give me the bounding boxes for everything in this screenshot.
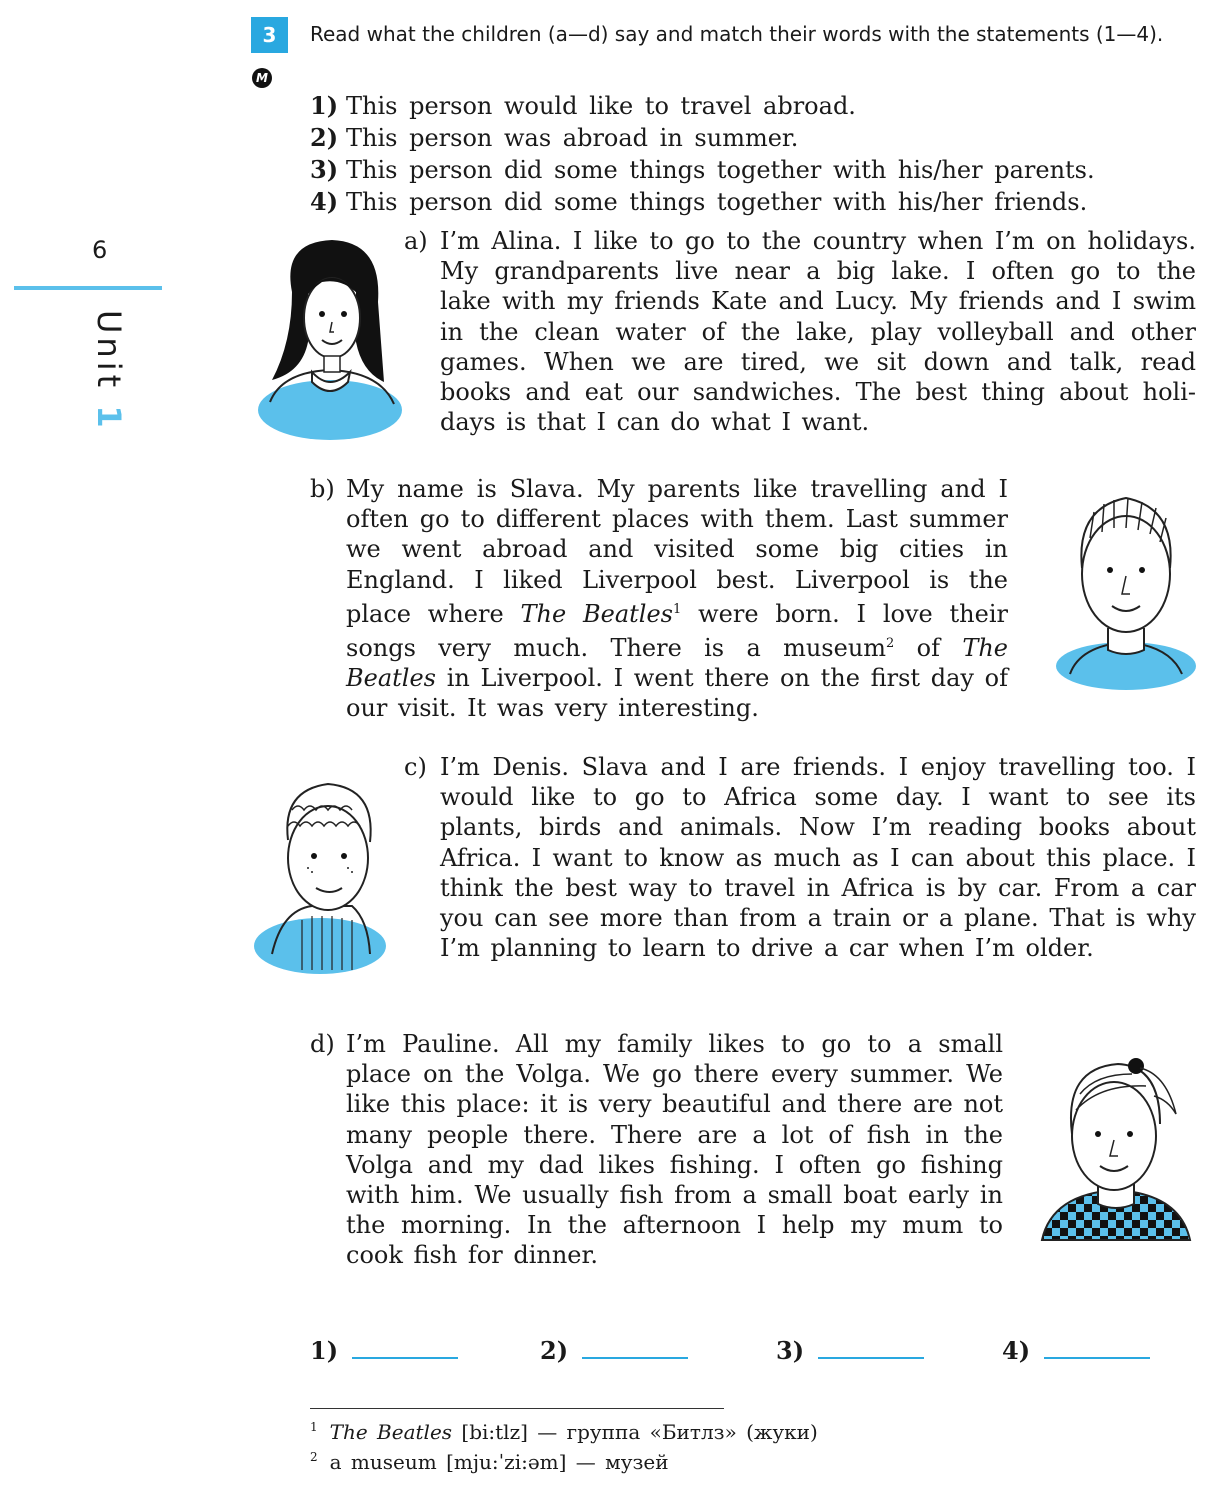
answer-blank-4[interactable] [1044, 1337, 1150, 1359]
passage-c [404, 752, 1196, 963]
beatles-term: The Beatles [520, 599, 673, 628]
answer-blank-2[interactable] [582, 1337, 688, 1359]
passage-d [310, 1029, 1003, 1271]
unit-number: 1 [90, 405, 128, 432]
task-number-badge: 3 [251, 17, 288, 53]
answer-row [310, 1336, 1190, 1376]
statement-list [310, 90, 1200, 218]
passage-text-b: My name is Slava. My parents like travelling and I often go to different places with them. Last summer we went abroad and visited some big cities in England. I liked Liverpool best. Liverpool is the place where The Beatles$^1$ were born. I love their songs very much. There is a museum$^2$ of The Beatles in Liverpool. I went there on the first day of our visit. It was very interesting. [346, 475, 1008, 723]
answer-4: 4) [1002, 1336, 1150, 1365]
passage-text-a: I’m Alina. I like to go to the country when I’m on holidays. My grandparents live near a big lake. I often go to the lake with my friends Kate and Lucy. My friends and I swim in the clean water of the lake, play volleyball and other games. When we are tired, we sit down and talk, read books and eat our sandwiches. The best thing about holidays is that I can do what I want. [440, 227, 1196, 437]
footnote-1: $^1$ The Beatles [bi:tlz] — группа «Битлз» (жуки) [310, 1420, 818, 1444]
unit-label [84, 310, 134, 450]
pauline-portrait [1036, 1044, 1196, 1246]
passage-label-d: d) [310, 1030, 335, 1058]
answer-blank-1[interactable] [352, 1337, 458, 1359]
footnote-divider [310, 1408, 724, 1409]
answer-1: 1) [310, 1336, 458, 1365]
beatles-term: The Beatles [346, 634, 1008, 693]
answer-blank-3[interactable] [818, 1337, 924, 1359]
passage-b [310, 474, 1008, 724]
alina-portrait [252, 232, 404, 442]
passage-label-c: c) [404, 753, 427, 781]
answer-2: 2) [540, 1336, 688, 1365]
footnote-ref-1: 1 [673, 601, 682, 617]
statement-2: 2) This person was abroad in summer. [310, 123, 799, 152]
statement-1: 1) This person would like to travel abroad. [310, 91, 856, 120]
unit-divider [14, 286, 162, 290]
footnote-2: $^2$ a museum [mju:ˈzi:əm] — музей [310, 1450, 669, 1474]
passage-text-d: I’m Pauline. All my family likes to go to a small place on the Volga. We go there every summer. We like this place: it is very beautiful and there are not many people there. There are a lot of fish in the Volga and my dad likes fishing. I often go fishing with him. We usually fish from a small boat early in the morning. In the afternoon I help my mum to cook fish for dinner. [346, 1030, 1003, 1270]
page-number: 6 [92, 236, 108, 264]
passage-label-b: b) [310, 475, 335, 503]
task-instruction: Read what the children (a—d) say and match their words with the statements (1—4). [310, 22, 1164, 46]
footnote-ref-2: 2 [886, 636, 895, 652]
passage-a [404, 226, 1196, 437]
m-circle-icon: M [252, 68, 272, 88]
slava-portrait [1050, 478, 1200, 690]
denis-portrait [252, 770, 402, 978]
unit-word: Unit [90, 310, 128, 392]
passage-label-a: a) [404, 227, 428, 255]
statement-3: 3) This person did some things together with his/her parents. [310, 155, 1095, 184]
passage-text-c: I’m Denis. Slava and I are friends. I enjoy travelling too. I would like to go to Africa some day. I want to see its plants, birds and animals. Now I’m reading books about Africa. I want to know as much as I can about this place. I think the best way to travel in Africa is by car. From a car you can see more than from a train or a plane. That is why I’m planning to learn to drive a car when I’m older. [440, 753, 1196, 963]
statement-4: 4) This person did some things together with his/her friends. [310, 187, 1088, 216]
answer-3: 3) [776, 1336, 924, 1365]
